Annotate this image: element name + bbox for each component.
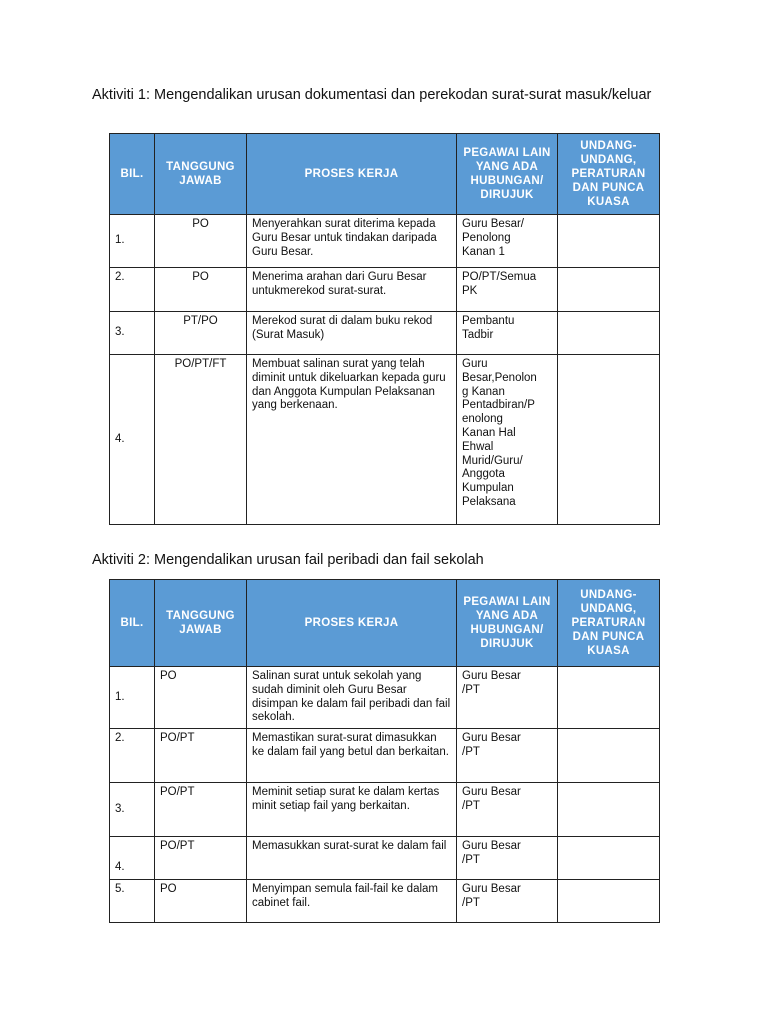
pegawai-text: Guru Besar/ Penolong Kanan 1	[462, 218, 524, 258]
cell-bil: 3.	[110, 312, 155, 355]
cell-undang	[558, 215, 660, 268]
cell-undang	[558, 880, 660, 923]
cell-undang	[558, 355, 660, 525]
header-undang: UNDANG-UNDANG, PERATURAN DAN PUNCA KUASA	[558, 134, 660, 215]
header-bil: BIL.	[110, 134, 155, 215]
activity2-table	[109, 579, 660, 923]
table-header-row	[110, 580, 660, 667]
cell-proses: Membuat salinan surat yang telah diminit untuk dikeluarkan kepada guru dan Anggota Kumpulan Pelaksanan yang berkenaan.	[247, 355, 457, 525]
cell-pegawai	[457, 667, 558, 729]
cell-tanggungjawab: PO/PT	[155, 837, 247, 880]
pegawai-text: Guru Besar /PT	[462, 786, 521, 812]
pegawai-text: Guru Besar /PT	[462, 670, 521, 696]
pegawai-text: Guru Besar,Penolon g Kanan Pentadbiran/P enolong Kanan Hal Ehwal Murid/Guru/ Anggota Kumpulan Pelaksana	[462, 358, 537, 508]
table-row	[110, 837, 660, 880]
cell-proses: Merekod surat di dalam buku rekod (Surat Masuk)	[247, 312, 457, 355]
cell-bil: 3.	[110, 783, 155, 837]
cell-pegawai	[457, 312, 558, 355]
cell-undang	[558, 837, 660, 880]
cell-bil: 1.	[110, 215, 155, 268]
cell-bil: 2.	[110, 268, 155, 312]
cell-tanggungjawab: PT/PO	[155, 312, 247, 355]
activity1-table	[109, 133, 660, 525]
header-tanggungjawab: TANGGUNG JAWAB	[155, 580, 247, 667]
cell-proses: Memastikan surat-surat dimasukkan ke dalam fail yang betul dan berkaitan.	[247, 729, 457, 783]
cell-tanggungjawab: PO	[155, 215, 247, 268]
cell-bil: 4.	[110, 837, 155, 880]
cell-undang	[558, 312, 660, 355]
cell-undang	[558, 667, 660, 729]
table-row	[110, 268, 660, 312]
cell-proses: Menyimpan semula fail-fail ke dalam cabinet fail.	[247, 880, 457, 923]
header-undang: UNDANG-UNDANG, PERATURAN DAN PUNCA KUASA	[558, 580, 660, 667]
cell-bil: 5.	[110, 880, 155, 923]
header-proses-kerja: PROSES KERJA	[247, 134, 457, 215]
cell-tanggungjawab: PO	[155, 880, 247, 923]
table-row	[110, 215, 660, 268]
table-row	[110, 729, 660, 783]
cell-undang	[558, 268, 660, 312]
cell-tanggungjawab: PO	[155, 667, 247, 729]
cell-pegawai	[457, 215, 558, 268]
cell-pegawai	[457, 355, 558, 525]
cell-pegawai	[457, 837, 558, 880]
cell-proses: Salinan surat untuk sekolah yang sudah diminit oleh Guru Besar disimpan ke dalam fail peribadi dan fail sekolah.	[247, 667, 457, 729]
cell-proses: Meminit setiap surat ke dalam kertas minit setiap fail yang berkaitan.	[247, 783, 457, 837]
cell-proses: Menerima arahan dari Guru Besar untukmerekod surat-surat.	[247, 268, 457, 312]
header-pegawai: PEGAWAI LAIN YANG ADA HUBUNGAN/ DIRUJUK	[457, 580, 558, 667]
cell-proses: Menyerahkan surat diterima kepada Guru Besar untuk tindakan daripada Guru Besar.	[247, 215, 457, 268]
activity2-heading: Aktiviti 2: Mengendalikan urusan fail peribadi dan fail sekolah	[92, 552, 484, 568]
pegawai-text: Guru Besar /PT	[462, 732, 521, 758]
table-header-row	[110, 134, 660, 215]
cell-proses: Memasukkan surat-surat ke dalam fail	[247, 837, 457, 880]
cell-pegawai	[457, 268, 558, 312]
cell-bil: 1.	[110, 667, 155, 729]
cell-bil: 4.	[110, 355, 155, 525]
header-bil: BIL.	[110, 580, 155, 667]
pegawai-text: Pembantu Tadbir	[462, 315, 515, 341]
cell-tanggungjawab: PO/PT/FT	[155, 355, 247, 525]
activity1-heading: Aktiviti 1: Mengendalikan urusan dokumentasi dan perekodan surat-surat masuk/keluar	[92, 87, 652, 103]
table-row	[110, 355, 660, 525]
cell-pegawai	[457, 880, 558, 923]
pegawai-text: PO/PT/Semua PK	[462, 271, 537, 297]
cell-tanggungjawab: PO	[155, 268, 247, 312]
table-row	[110, 783, 660, 837]
header-tanggungjawab: TANGGUNG JAWAB	[155, 134, 247, 215]
cell-tanggungjawab: PO/PT	[155, 783, 247, 837]
cell-pegawai	[457, 729, 558, 783]
table-row	[110, 312, 660, 355]
table-row	[110, 667, 660, 729]
pegawai-text: Guru Besar /PT	[462, 883, 521, 909]
cell-undang	[558, 729, 660, 783]
pegawai-text: Guru Besar /PT	[462, 840, 521, 866]
cell-tanggungjawab: PO/PT	[155, 729, 247, 783]
header-pegawai: PEGAWAI LAIN YANG ADA HUBUNGAN/ DIRUJUK	[457, 134, 558, 215]
header-proses-kerja: PROSES KERJA	[247, 580, 457, 667]
table-row	[110, 880, 660, 923]
cell-pegawai	[457, 783, 558, 837]
cell-undang	[558, 783, 660, 837]
cell-bil: 2.	[110, 729, 155, 783]
